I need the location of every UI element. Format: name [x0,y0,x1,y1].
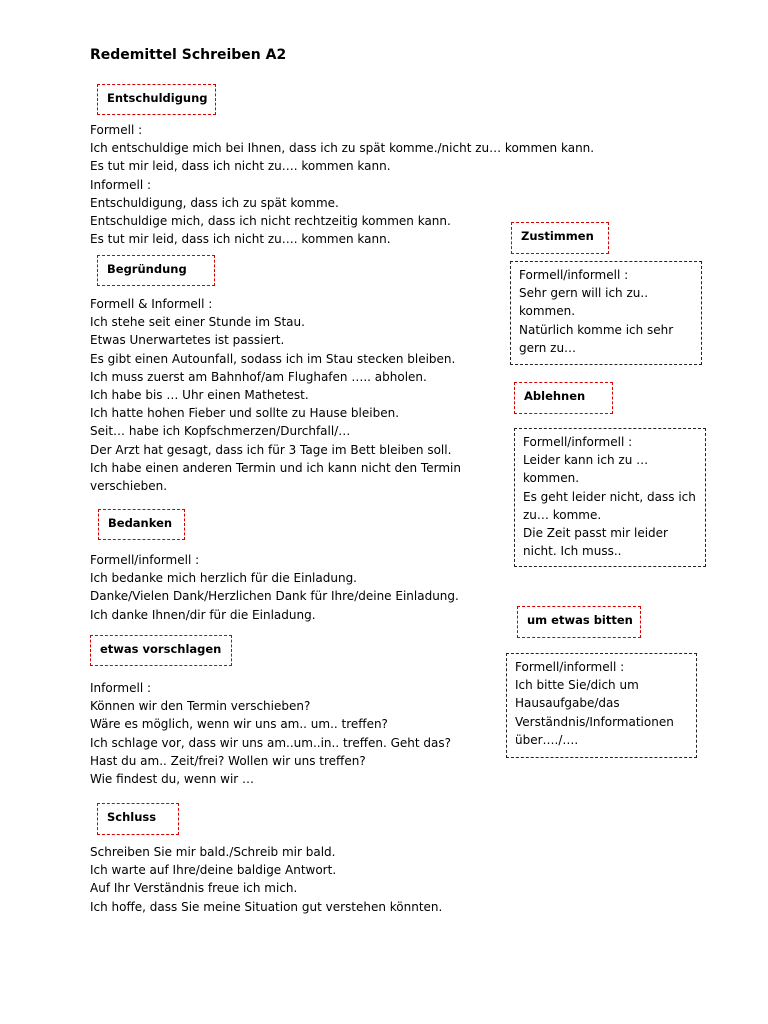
text-line: kommen. [519,304,576,319]
section-label-entschuldigung: Entschuldigung [97,84,216,115]
text-line: Ich bedanke mich herzlich für die Einladung. [90,571,357,586]
text-line: über…./…. [515,732,579,747]
text-line: Seit… habe ich Kopfschmerzen/Durchfall/… [90,424,351,439]
text-line: Ich habe bis … Uhr einen Mathetest. [90,388,309,403]
text-line: Informell : [90,681,152,695]
text-line: Danke/Vielen Dank/Herzlichen Dank für Ihre/deine Einladung. [90,589,459,604]
text-line: Ich danke Ihnen/dir für die Einladung. [90,607,316,622]
page-title: Redemittel Schreiben A2 [90,47,287,63]
text-line: Es geht leider nicht, dass ich [523,489,696,504]
text-line: Sehr gern will ich zu.. [519,286,649,301]
text-line: Ich bitte Sie/dich um [515,678,639,693]
text-line: Etwas Unerwartetes ist passiert. [90,333,285,348]
text-line: Entschuldige mich, dass ich nicht rechtzeitig kommen kann. [90,214,451,229]
text-line: Auf Ihr Verständnis freue ich mich. [90,881,298,896]
section-text-bedanken [90,551,459,624]
text-line: Ich hatte hohen Fieber und sollte zu Hause bleiben. [90,406,400,421]
section-label-zustimmen: Zustimmen [511,222,609,254]
text-line: Formell/informell : [90,553,200,567]
text-line: Formell/informell : [523,435,633,449]
text-line: Der Arzt hat gesagt, dass ich für 3 Tage im Bett bleiben soll. [90,442,452,457]
text-line: Die Zeit passt mir leider [523,526,668,541]
section-label-bitten: um etwas bitten [517,606,641,638]
text-line: Ich hoffe, dass Sie meine Situation gut verstehen könnten. [90,899,443,914]
text-line: Wie findest du, wenn wir … [90,772,255,787]
text-line: Schreiben Sie mir bald./Schreib mir bald. [90,845,336,859]
section-label-bedanken: Bedanken [98,509,185,540]
text-line: Können wir den Termin verschieben? [90,699,311,714]
text-line: Ich schlage vor, dass wir uns am..um..in.. treffen. Geht das? [90,735,452,750]
section-text-vorschlagen [90,679,451,788]
text-line: Formell/informell : [519,268,629,282]
text-line: Es tut mir leid, dass ich nicht zu…. kommen kann. [90,232,391,247]
text-line: Formell & Informell : [90,297,213,311]
section-label-vorschlagen: etwas vorschlagen [90,635,232,666]
text-line: Ich warte auf Ihre/deine baldige Antwort. [90,863,337,878]
section-box-ablehnen [514,428,706,567]
section-text-schluss [90,843,442,916]
text-line: verschieben. [90,479,168,494]
section-text-begruendung [90,295,461,495]
text-line: gern zu… [519,340,577,355]
section-label-ablehnen: Ablehnen [514,382,613,414]
section-box-bitten [506,653,697,758]
text-line: Formell/informell : [515,660,625,674]
text-line: kommen. [523,471,580,486]
text-line: Es gibt einen Autounfall, sodass ich im Stau stecken bleiben. [90,351,456,366]
section-label-begruendung: Begründung [97,255,215,286]
text-line: Informell : [90,177,152,192]
text-line: Natürlich komme ich sehr [519,322,674,337]
text-line: Ich habe einen anderen Termin und ich kann nicht den Termin [90,460,461,475]
text-line: Es tut mir leid, dass ich nicht zu…. kommen kann. [90,159,391,174]
text-line: Hast du am.. Zeit/frei? Wollen wir uns treffen? [90,753,366,768]
text-line: Verständnis/Informationen [515,714,674,729]
section-label-schluss: Schluss [97,803,179,835]
text-line: nicht. Ich muss.. [523,544,622,559]
text-line: zu… komme. [523,507,602,522]
text-line: Ich entschuldige mich bei Ihnen, dass ich zu spät komme./nicht zu… kommen kann. [90,141,595,156]
text-line: Leider kann ich zu … [523,453,649,468]
text-line: Hausaufgabe/das [515,696,620,711]
text-line: Wäre es möglich, wenn wir uns am.. um.. treffen? [90,717,388,732]
text-line: Ich muss zuerst am Bahnhof/am Flughafen ….. abholen. [90,369,427,384]
text-line: Formell : [90,123,143,137]
text-line: Ich stehe seit einer Stunde im Stau. [90,315,305,330]
text-line: Entschuldigung, dass ich zu spät komme. [90,195,339,210]
section-box-zustimmen [510,261,702,365]
